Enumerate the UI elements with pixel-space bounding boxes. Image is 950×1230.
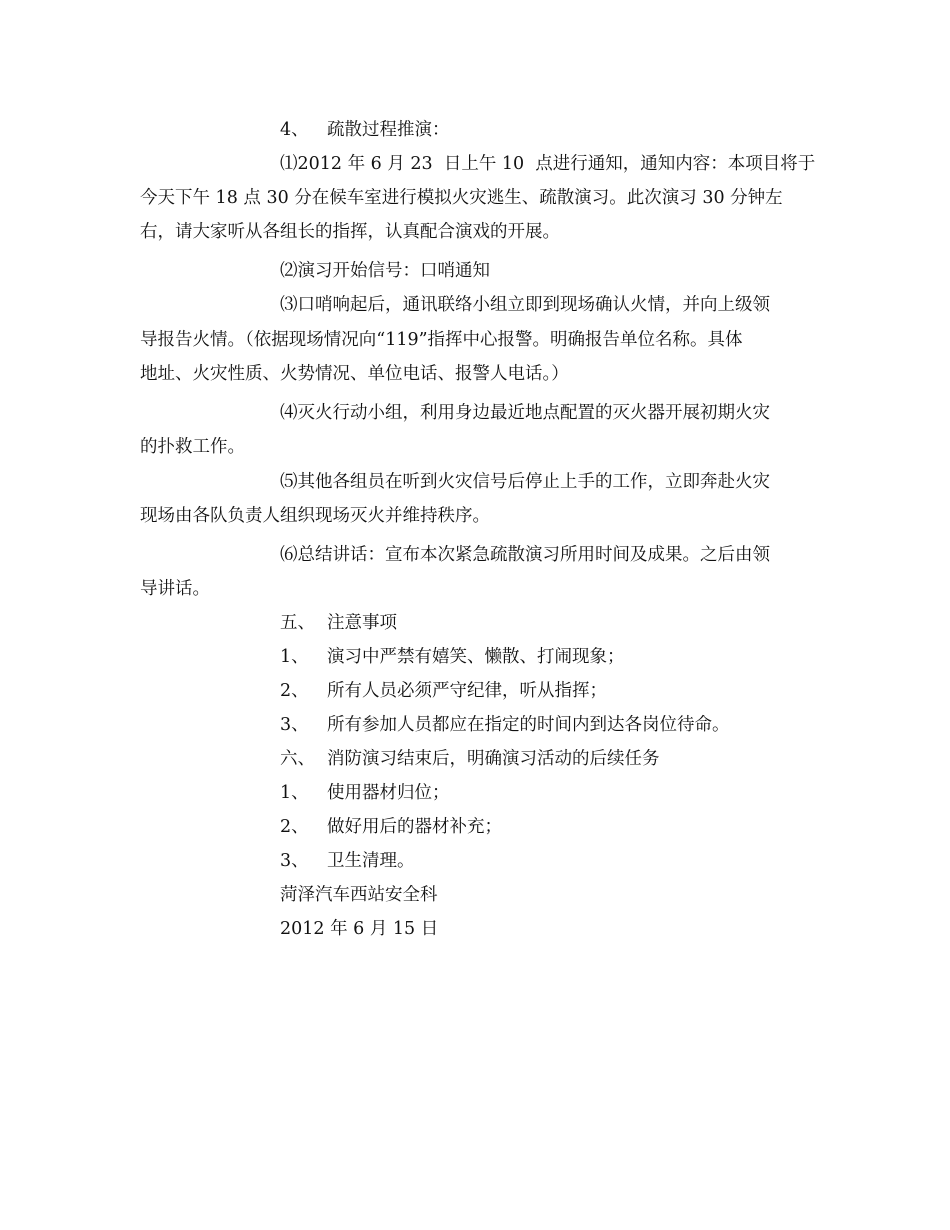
list-item: [280, 674, 607, 708]
item-number: 1、: [280, 783, 309, 803]
section-number: 4、: [280, 120, 309, 140]
section-number: 六、: [280, 749, 315, 769]
section-4-heading: [280, 113, 450, 147]
paragraph-5-line-2: 现场由各队负责人组织现场灭火并维持秩序。: [140, 506, 490, 526]
paragraph-4-line-1: ⑷灭火行动小组，利用身边最近地点配置的灭火器开展初期火灾: [280, 403, 770, 423]
paragraph-3-line-2: 导报告火情。（依据现场情况向“119”指挥中心报警。明确报告单位名称。具体: [140, 330, 743, 350]
paragraph-1-line-2: 今天下午 18 点 30 分在候车室进行模拟火灾逃生、疏散演习。此次演习 30 分钟左: [140, 188, 783, 208]
item-text: 所有人员必须严守纪律，听从指挥；: [327, 681, 607, 701]
paragraph-2-line-1: ⑵演习开始信号：口哨通知: [280, 261, 490, 281]
section-number: 五、: [280, 613, 315, 633]
paragraph-5-line-1: ⑸其他各组员在听到火灾信号后停止上手的工作，立即奔赴火灾: [280, 472, 770, 492]
item-number: 1、: [280, 647, 309, 667]
signature-organization: 菏泽汽车西站安全科: [280, 885, 438, 905]
section-5-heading: [280, 606, 397, 640]
paragraph-6-line-2: 导讲话。: [140, 579, 210, 599]
item-number: 2、: [280, 681, 309, 701]
paragraph-4-line-2: 的扑救工作。: [140, 437, 245, 457]
item-text: 卫生清理。: [327, 851, 415, 871]
item-number: 3、: [280, 715, 309, 735]
section-title: 消防演习结束后，明确演习活动的后续任务: [327, 749, 660, 769]
list-item: [280, 844, 415, 878]
section-title: 疏散过程推演：: [327, 120, 450, 140]
item-text: 演习中严禁有嬉笑、懒散、打闹现象；: [327, 647, 625, 667]
section-6-heading: [280, 742, 660, 776]
item-number: 3、: [280, 851, 309, 871]
list-item: [280, 708, 730, 742]
paragraph-6-line-1: ⑹总结讲话：宣布本次紧急疏散演习所用时间及成果。之后由领: [280, 545, 770, 565]
list-item: [280, 640, 625, 674]
signature-date: 2012 年 6 月 15 日: [280, 919, 439, 939]
section-title: 注意事项: [327, 613, 397, 633]
paragraph-3-line-3: 地址、火灾性质、火势情况、单位电话、报警人电话。）: [140, 364, 569, 384]
item-number: 2、: [280, 817, 309, 837]
paragraph-1-line-1: ⑴2012 年 6 月 23 日上午 10 点进行通知，通知内容：本项目将于: [280, 154, 816, 174]
item-text: 所有参加人员都应在指定的时间内到达各岗位待命。: [327, 715, 730, 735]
item-text: 做好用后的器材补充；: [327, 817, 502, 837]
list-item: [280, 810, 502, 844]
paragraph-3-line-1: ⑶口哨响起后，通讯联络小组立即到现场确认火情，并向上级领: [280, 295, 770, 315]
paragraph-1-line-3: 右，请大家听从各组长的指挥，认真配合演戏的开展。: [140, 222, 560, 242]
list-item: [280, 776, 450, 810]
item-text: 使用器材归位；: [327, 783, 450, 803]
